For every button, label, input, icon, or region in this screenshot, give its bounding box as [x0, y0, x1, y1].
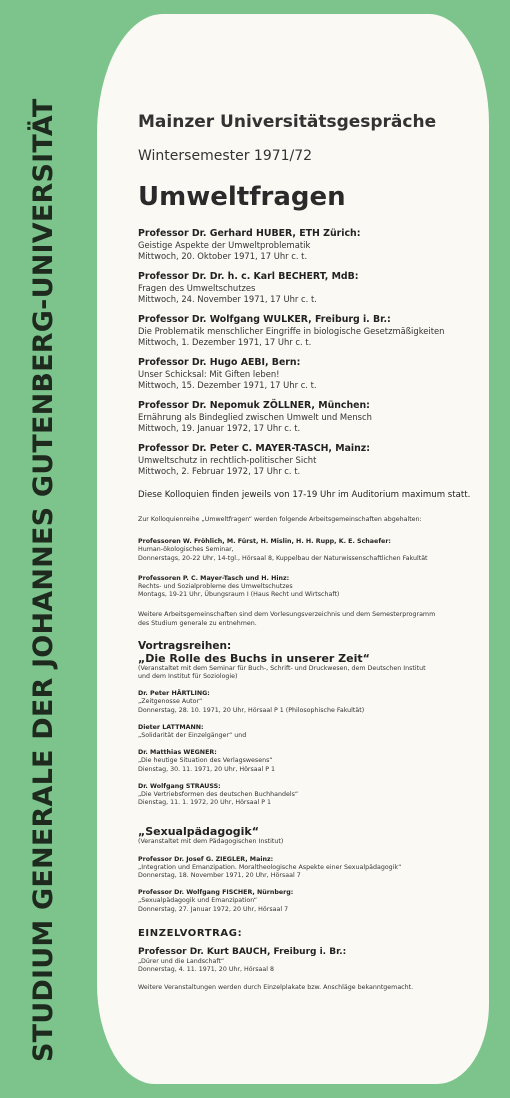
lecture-speaker: Professor Dr. Wolfgang WULKER, Freiburg i. Br.: — [138, 314, 391, 325]
lecture-item — [138, 443, 488, 476]
semester: Wintersemester 1971/72 — [138, 148, 313, 164]
working-group-topic: Rechts- und Sozialprobleme des Umweltschutzes — [138, 583, 293, 591]
working-group-details: Montags, 19-21 Uhr, Übungsraum I (Haus Recht und Wirtschaft) — [138, 591, 340, 599]
lecture-topic: Die Problematik menschlicher Eingriffe in biologische Gesetzmäßigkeiten — [138, 326, 445, 336]
talk-speaker: Dieter LATTMANN: — [138, 723, 204, 731]
working-group-leaders: Professoren W. Fröhlich, M. Fürst, H. Mislin, H. H. Rupp, K. E. Schaefer: — [138, 538, 391, 546]
lecture-topic: Geistige Aspekte der Umweltproblematik — [138, 240, 311, 250]
talk-topic: „Die heutige Situation des Verlagswesens“ — [138, 757, 273, 765]
lecture-item — [138, 314, 488, 347]
lecture-item — [138, 400, 488, 433]
talk-date: Dienstag, 30. 11. 1971, 20 Uhr, Hörsaal P 1 — [138, 765, 276, 773]
einzelvortrag-heading: EINZELVORTRAG: — [138, 927, 243, 939]
lecture-speaker: Professor Dr. Nepomuk ZÖLLNER, München: — [138, 400, 370, 411]
talk-speaker: Professor Dr. Josef G. ZIEGLER, Mainz: — [138, 855, 274, 863]
working-group-topic: Human-ökologisches Seminar, — [138, 546, 234, 554]
einzelvortrag-date: Donnerstag, 4. 11. 1971, 20 Uhr, Hörsaal 8 — [138, 966, 274, 974]
lecture-topic: Unser Schicksal: Mit Giften leben! — [138, 369, 280, 379]
colloquium-note: Diese Kolloquien finden jeweils von 17-19 Uhr im Auditorium maximum statt. — [138, 490, 471, 500]
reihe1-organizer: (Veranstaltet mit dem Seminar für Buch-, Schrift- und Druckwesen, dem Deutschen Institut — [138, 664, 426, 672]
talk-topic: „Zeitgenosse Autor“ — [138, 698, 203, 706]
lecture-date: Mittwoch, 15. Dezember 1971, 17 Uhr c. t. — [138, 379, 317, 390]
lecture-topic: Fragen des Umweltschutzes — [138, 283, 256, 293]
lecture-date: Mittwoch, 20. Oktober 1971, 17 Uhr c. t. — [138, 250, 308, 261]
lecture-list — [138, 228, 488, 476]
lecture-item — [138, 271, 488, 304]
working-group-leaders: Professoren P. C. Mayer-Tasch und H. Hinz: — [138, 574, 290, 582]
sidebar-title: STUDIUM GENERALE DER JOHANNES GUTENBERG-UNIVERSITÄT — [28, 98, 59, 1062]
talk-speaker: Dr. Wolfgang STRAUSS: — [138, 782, 221, 790]
talk-date: Donnerstag, 18. November 1971, 20 Uhr, Hörsaal 7 — [138, 872, 301, 880]
working-groups-note-line: des Studium generale zu entnehmen. — [138, 619, 257, 627]
talk-item — [138, 690, 488, 715]
working-group-item — [138, 538, 488, 563]
talk-speaker: Dr. Matthias WEGNER: — [138, 749, 217, 757]
lecture-topic: Ernährung als Bindeglied zwischen Umwelt und Mensch — [138, 412, 372, 422]
einzelvortrag-speaker: Professor Dr. Kurt BAUCH, Freiburg i. Br.: — [138, 946, 347, 957]
reihe1-title: „Die Rolle des Buchs in unserer Zeit“ — [138, 651, 370, 665]
lecture-speaker: Professor Dr. Hugo AEBI, Bern: — [138, 357, 301, 368]
talk-topic: „Sexualpädagogik und Emanzipation“ — [138, 897, 258, 905]
talk-topic: „Die Vertriebsformen des deutschen Buchhandels“ — [138, 791, 299, 799]
talk-item — [138, 724, 488, 740]
einzelvortrag-topic: „Dürer und die Landschaft“ — [138, 957, 225, 965]
talk-date: Dienstag, 11. 1. 1972, 20 Uhr, Hörsaal P 1 — [138, 799, 272, 807]
working-group-details: Donnerstags, 20-22 Uhr, 14-tgl., Hörsaal 8, Kuppelbau der Naturwissenschaftlichen Fakultät — [138, 554, 428, 562]
working-groups-note — [138, 611, 488, 627]
lecture-date: Mittwoch, 1. Dezember 1971, 17 Uhr c. t. — [138, 336, 312, 347]
reihe2-title: „Sexualpädagogik“ — [138, 825, 259, 839]
talk-topic: „Integration und Emanzipation. Moraltheologische Aspekte einer Sexualpädagogik“ — [138, 863, 402, 871]
working-group-item — [138, 575, 488, 600]
lecture-speaker: Professor Dr. Gerhard HUBER, ETH Zürich: — [138, 228, 361, 239]
lecture-speaker: Professor Dr. Peter C. MAYER-TASCH, Mainz: — [138, 443, 370, 454]
talk-item — [138, 749, 488, 774]
talk-item — [138, 889, 488, 914]
final-note: Weitere Veranstaltungen werden durch Einzelplakate bzw. Anschläge bekanntgemacht. — [138, 984, 414, 992]
talk-speaker: Professor Dr. Wolfgang FISCHER, Nürnberg: — [138, 889, 294, 897]
reihe2-organizer: (Veranstaltet mit dem Pädagogischen Institut) — [138, 838, 284, 846]
lecture-date: Mittwoch, 19. Januar 1972, 17 Uhr c. t. — [138, 422, 301, 433]
series-title: Mainzer Universitätsgespräche — [138, 112, 437, 132]
lecture-date: Mittwoch, 24. November 1971, 17 Uhr c. t. — [138, 293, 317, 304]
talk-date: Donnerstag, 28. 10. 1971, 20 Uhr, Hörsaal P 1 (Philosophische Fakultät) — [138, 706, 365, 714]
working-groups-intro: Zur Kolloquienreihe „Umweltfragen“ werden folgende Arbeitsgemeinschaften abgehalten: — [138, 516, 422, 523]
poster-content — [138, 112, 488, 993]
lecture-item — [138, 228, 488, 261]
talk-item — [138, 856, 488, 881]
talk-item — [138, 783, 488, 808]
lecture-date: Mittwoch, 2. Februar 1972, 17 Uhr c. t. — [138, 465, 301, 476]
theme-title: Umweltfragen — [138, 182, 346, 212]
talk-speaker: Dr. Peter HÄRTLING: — [138, 690, 210, 698]
talk-date: Donnerstag, 27. Januar 1972, 20 Uhr, Hörsaal 7 — [138, 905, 289, 913]
lecture-speaker: Professor Dr. Dr. h. c. Karl BECHERT, MdB: — [138, 271, 359, 282]
lecture-topic: Umweltschutz in rechtlich-politischer Sicht — [138, 455, 317, 465]
reihe1-organizer: und dem Institut für Soziologie) — [138, 673, 238, 681]
working-groups-note-line: Weitere Arbeitsgemeinschaften sind dem Vorlesungsverzeichnis und dem Semesterprogramm — [138, 611, 436, 619]
talk-topic: „Solidarität der Einzelgänger“ und — [138, 732, 247, 740]
lecture-item — [138, 357, 488, 390]
vortragsreihen-heading: Vortragsreihen: — [138, 639, 232, 652]
